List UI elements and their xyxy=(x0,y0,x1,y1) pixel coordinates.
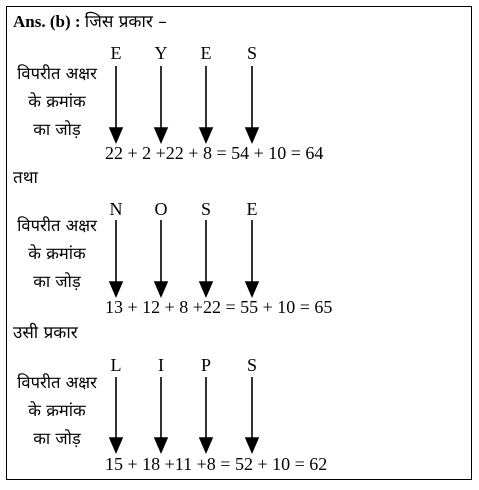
label-line: के क्रमांक xyxy=(28,244,86,263)
letter: N xyxy=(109,199,123,219)
equation: 13 + 12 + 8 +22 = 55 + 10 = 65 xyxy=(105,297,333,317)
answer-prefix: Ans. (b) : xyxy=(13,12,81,31)
letter: Y xyxy=(154,43,168,63)
down-arrow-icon xyxy=(155,220,167,296)
letter: S xyxy=(200,199,211,219)
letter: E xyxy=(200,43,212,63)
down-arrow-icon xyxy=(246,220,258,296)
equation: 22 + 2 +22 + 8 = 54 + 10 = 64 xyxy=(105,143,324,163)
label-line: का जोड़ xyxy=(33,120,81,139)
equation: 15 + 18 +11 +8 = 52 + 10 = 62 xyxy=(105,454,328,474)
down-arrow-icon xyxy=(155,66,167,142)
label-line: विपरीत अक्षर xyxy=(17,373,97,392)
label-line: विपरीत अक्षर xyxy=(17,64,97,83)
label-line: के क्रमांक xyxy=(28,92,86,111)
letter: L xyxy=(110,355,122,375)
letter: O xyxy=(154,199,168,219)
down-arrow-icon xyxy=(110,66,122,142)
label-line: का जोड़ xyxy=(33,429,81,448)
letter: E xyxy=(110,43,122,63)
down-arrow-icon xyxy=(246,66,258,142)
label-line: विपरीत अक्षर xyxy=(17,216,97,235)
letter: E xyxy=(246,199,258,219)
letter: S xyxy=(246,43,257,63)
down-arrow-icon xyxy=(200,220,212,296)
down-arrow-icon xyxy=(110,377,122,452)
connector-text: तथा xyxy=(13,168,38,188)
label-line: का जोड़ xyxy=(33,272,81,291)
down-arrow-icon xyxy=(200,377,212,452)
answer-intro: जिस प्रकार – xyxy=(84,12,167,32)
down-arrow-icon xyxy=(200,66,212,142)
down-arrow-icon xyxy=(246,377,258,452)
down-arrow-icon xyxy=(155,377,167,452)
letter: S xyxy=(246,355,257,375)
connector-text: उसी प्रकार xyxy=(13,323,78,343)
letter: P xyxy=(200,355,211,375)
down-arrow-icon xyxy=(110,220,122,296)
letter: I xyxy=(158,355,164,375)
label-line: के क्रमांक xyxy=(28,401,86,420)
